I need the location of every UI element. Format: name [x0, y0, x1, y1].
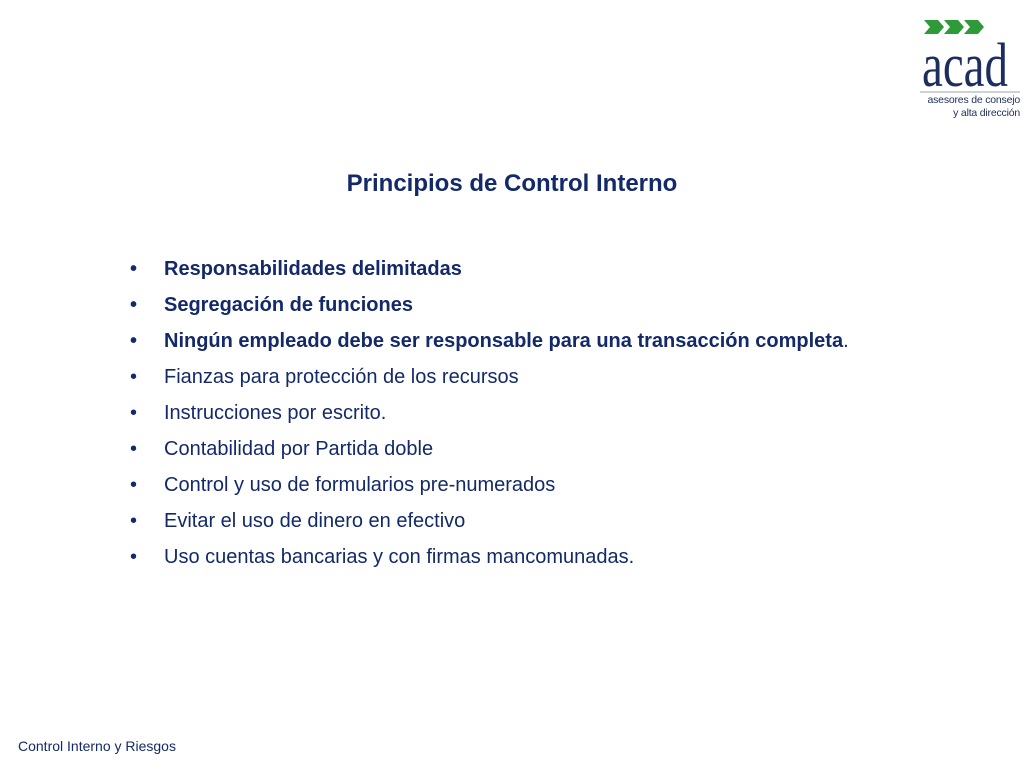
- bullet-icon: •: [130, 366, 138, 388]
- footer-text: Control Interno y Riesgos: [18, 738, 176, 754]
- logo-tagline-line1: asesores de consejo: [927, 94, 1020, 106]
- bullet-icon: •: [130, 258, 138, 280]
- list-item-text: Control y uso de formularios pre-numerados: [164, 474, 556, 496]
- bullet-icon: •: [130, 546, 138, 568]
- bullet-icon: •: [130, 294, 138, 316]
- list-item-text: Instrucciones por escrito.: [164, 402, 387, 424]
- list-item-text: Responsabilidades delimitadas: [164, 258, 462, 280]
- list-item-text: Uso cuentas bancarias y con firmas mancomunadas.: [164, 546, 635, 568]
- logo-tagline: [920, 94, 1020, 120]
- list-item: [130, 400, 892, 426]
- principles-list: [130, 256, 892, 580]
- list-item-text: Ningún empleado debe ser responsable para una transacción completa: [164, 330, 844, 352]
- list-item-text: Contabilidad por Partida doble: [164, 438, 434, 460]
- list-item: [130, 508, 892, 534]
- bullet-icon: •: [130, 438, 138, 460]
- list-item-text: Evitar el uso de dinero en efectivo: [164, 510, 466, 532]
- list-item: [130, 328, 892, 354]
- list-item: [130, 256, 892, 282]
- list-item-text: Fianzas para protección de los recursos: [164, 366, 519, 388]
- list-item: [130, 472, 892, 498]
- list-item: [130, 364, 892, 390]
- list-item: [130, 544, 892, 570]
- bullet-icon: •: [130, 474, 138, 496]
- bullet-icon: •: [130, 510, 138, 532]
- slide-title: Principios de Control Interno: [346, 170, 678, 197]
- acad-logo-mark: [920, 18, 1020, 94]
- logo-wordmark: acad: [922, 32, 1008, 94]
- logo-tagline-line2: y alta dirección: [953, 107, 1020, 119]
- bullet-icon: •: [130, 330, 138, 352]
- list-item: [130, 292, 892, 318]
- list-item: [130, 436, 892, 462]
- acad-logo: [920, 18, 1020, 123]
- list-item-text: Segregación de funciones: [164, 294, 413, 316]
- list-item-suffix: .: [843, 330, 849, 352]
- bullet-icon: •: [130, 402, 138, 424]
